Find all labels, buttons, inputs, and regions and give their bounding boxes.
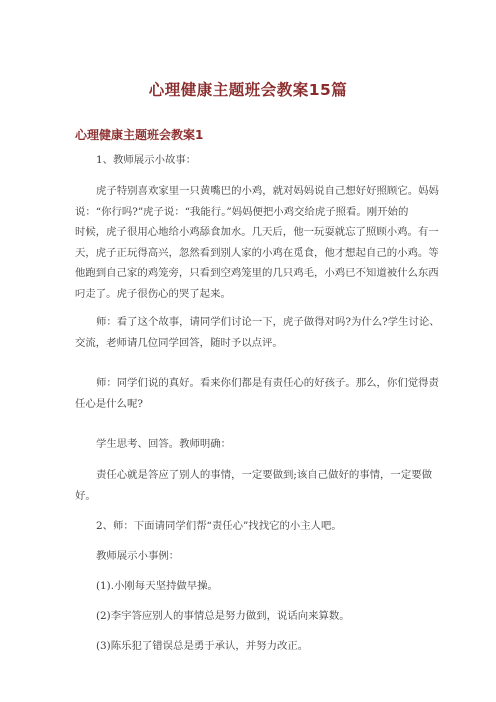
paragraph-line: 天，虎子正玩得高兴，忽然看到别人家的小鸡在觅食，他才想起自己的小鸡。等 (75, 246, 439, 259)
paragraph-6 (75, 465, 432, 506)
paragraph-line: 好。 (75, 489, 96, 502)
paragraph-line: 师：看了这个故事，请同学们讨论一下，虎子做得对吗?为什么?学生讨论、 (96, 316, 440, 328)
paragraph-line: (1).小刚每天坚持做早操。 (96, 580, 218, 592)
paragraph-line: (2)李宇答应别人的事情总是努力做到，说话向来算数。 (96, 610, 350, 622)
paragraph-line: 1、教师展示小故事： (96, 154, 197, 166)
paragraph-10 (75, 606, 421, 627)
paragraph-line: 责任心就是答应了别人的事情，一定要做到;该自己做好的事情，一定要做 (96, 469, 432, 481)
paragraph-7 (75, 516, 421, 537)
paragraph-line: (3)陈乐犯了错误总是勇于承认，并努力改正。 (96, 640, 309, 652)
paragraph-line: 交流，老师请几位同学回答，随时予以点评。 (75, 336, 283, 349)
paragraph-4 (75, 373, 439, 414)
page-title: 心理健康主题班会教案15篇 (148, 81, 348, 99)
paragraph-line: 学生思考、回答。教师明确： (96, 438, 232, 450)
paragraph-2 (75, 181, 439, 304)
paragraph-line: 时候，虎子很用心地给小鸡舔食加水。几天后，他一玩耍就忘了照顾小鸡。有一 (75, 226, 439, 238)
paragraph-line: 虎子特别喜欢家里一只黄嘴巴的小鸡，就对妈妈说自己想好好照顾它。妈妈 (96, 185, 439, 197)
paragraph-1 (75, 150, 421, 171)
paragraph-line: 师：同学们说的真好。看来你们都是有责任心的好孩子。那么，你们觉得责 (96, 377, 439, 389)
paragraph-9 (75, 576, 421, 597)
paragraph-5 (75, 434, 421, 455)
paragraph-3 (75, 312, 440, 353)
paragraph-11 (75, 636, 421, 657)
paragraph-line: 叼走了。虎子很伤心的哭了起来。 (75, 287, 231, 300)
paragraph-line: 2、师：下面请同学们帮“责任心”找找它的小主人吧。 (96, 520, 342, 532)
paragraph-line: 他跑到自己家的鸡笼旁，只看到空鸡笼里的几只鸡毛，小鸡已不知道被什么东西 (75, 267, 439, 279)
section-title: 心理健康主题班会教案1 (75, 128, 204, 142)
paragraph-8 (75, 546, 421, 567)
paragraph-line: 说：“你行吗?”虎子说：“我能行。”妈妈便把小鸡交给虎子照看。刚开始的 (75, 205, 409, 218)
paragraph-line: 任心是什么呢? (75, 397, 143, 410)
paragraph-line: 教师展示小事例： (96, 550, 180, 562)
